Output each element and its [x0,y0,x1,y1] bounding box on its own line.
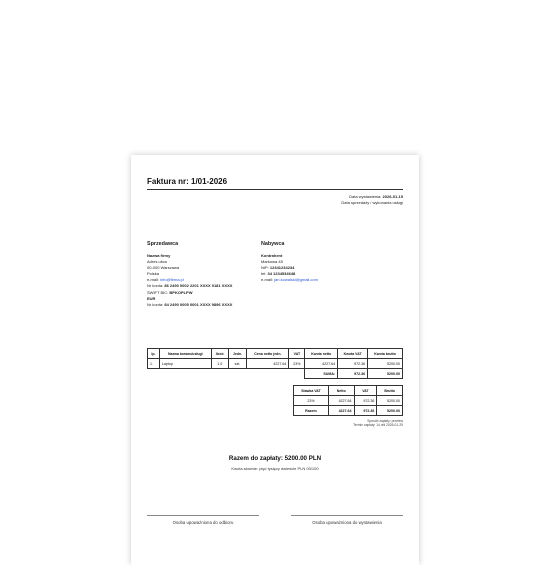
items-sum-row [148,369,403,379]
vat-col-gross: Brutto [377,386,403,396]
seller-account2: 84 2490 0005 0001 XXXX 9896 XXXX [164,301,233,307]
buyer-tel-label: tel: [261,271,267,277]
cell-lp: 1. [148,359,160,369]
sum-gross: 5200.00 [368,369,403,379]
invoice-title: Faktura nr: 1/01-2026 [147,177,228,186]
seller-block [147,241,257,308]
vat-col-vat: VAT [354,386,377,396]
seller-name: Nazwa firmy [147,253,171,258]
col-vat-rate: VAT [289,349,305,359]
total-due: Razem do zapłaty: 5200.00 PLN [228,455,322,462]
col-gross: Kwota brutto [368,349,403,359]
issue-date: 2026-01-15 [382,194,403,199]
seller-swift-label: SWIFT BIC: [147,289,169,295]
issue-date-label: Data wystawienia: [349,194,382,199]
table-row [148,359,403,369]
seller-postal: 00-000 Warszawa [147,265,180,271]
buyer-block [261,241,391,283]
col-unit: Jedn. [228,349,247,359]
col-net: Kwota netto [305,349,338,359]
buyer-email-link[interactable]: jan.kowalski@gmail.com [274,277,318,283]
seller-currency: EUR [147,295,156,301]
col-vat-amount: Kwota VAT [338,349,368,359]
signature-issuer: Osoba upoważniona do wystawienia [291,515,403,525]
cell-qty: 1.0 [211,359,228,369]
seller-address: Adres ulica [147,259,167,265]
seller-country: Polska [147,271,160,277]
payment-info [353,419,403,428]
seller-swift: BPKOPLPW [169,289,193,295]
col-lp: lp. [148,349,160,359]
cell-vat-amount: 972.36 [338,359,368,369]
vat-summary-table [293,385,403,416]
cell-gross: 5200.00 [368,359,403,369]
buyer-nip-label: NIP: [261,265,269,271]
cell-unit: szt. [228,359,247,369]
seller-account2-line [147,302,257,308]
invoice-page [131,155,419,565]
sale-date-line: Data sprzedaży / wykonania usługi [341,200,403,205]
vat-cell-gross: 5200.00 [377,396,403,406]
seller-account2-label: Nr konta: [147,301,164,307]
amount-in-words: Kwota słownie: pięć tysięcy dwieście PLN 00/100 [231,466,319,471]
cell-unit-price: 4227.64 [247,359,289,369]
title-divider [147,189,403,190]
vat-cell-net: 4227.64 [328,396,354,406]
vat-header-row [294,386,403,396]
seller-email-link[interactable]: info@firma.pl [160,277,184,283]
payment-method: Sposób zapłaty: przelew [367,419,403,423]
vat-total-net: 4227.64 [328,406,354,416]
buyer-name: Kontrahent [261,253,283,258]
vat-total-vat: 972.36 [354,406,377,416]
vat-cell-vat: 972.36 [354,396,377,406]
signature-receiver: Osoba upoważniona do odbioru [147,515,259,525]
buyer-email-line [261,277,391,283]
vat-col-rate: Stawka VAT [294,386,329,396]
items-header-row [148,349,403,359]
buyer-header: Nabywca [261,241,285,247]
seller-header: Sprzedawca [147,241,179,247]
seller-account-label: Nr konta: [147,283,164,289]
seller-email-label: e-mail: [147,277,160,283]
buyer-email-label: e-mail: [261,277,274,283]
cell-vat-rate: 23% [289,359,305,369]
sum-vat: 972.36 [338,369,368,379]
sum-label: SUMA: [305,369,338,379]
items-table [147,348,403,379]
vat-cell-rate: 23% [294,396,329,406]
table-row [294,396,403,406]
col-unit-price: Cena netto jedn. [247,349,289,359]
col-qty: Ilość [211,349,228,359]
payment-due: Termin zapłaty: 14 dni 2026-01-29 [353,423,403,428]
cell-name: Laptop [159,359,211,369]
vat-total-gross: 5200.00 [377,406,403,416]
buyer-nip: 12341234234 [269,265,295,271]
invoice-dates [341,194,403,206]
vat-total-row [294,406,403,416]
buyer-tel: 34 1234534648 [267,271,296,277]
buyer-address: Markowa 45 [261,259,283,265]
vat-col-net: Netto [328,386,354,396]
vat-total-label: Razem [294,406,329,416]
col-name: Nazwa towaru/usługi [159,349,211,359]
seller-account: 86 2490 0002 2201 XXXX 0181 XXXX [164,283,233,289]
cell-net: 4227.64 [305,359,338,369]
